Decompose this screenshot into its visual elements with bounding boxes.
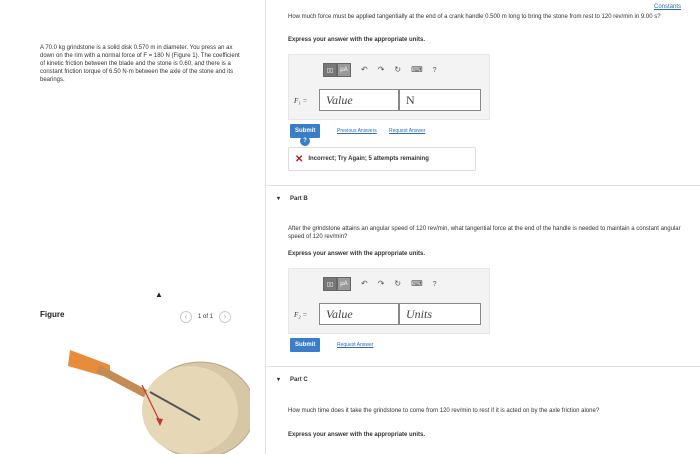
keyboard-icon[interactable]: ⌨ (411, 65, 423, 74)
part-b-toolbar (323, 277, 437, 291)
part-a-unit-input[interactable]: N (399, 89, 481, 111)
part-b-header[interactable] (277, 195, 308, 202)
chevron-left-icon[interactable]: ‹ (180, 311, 192, 323)
part-b-answer-box (288, 268, 490, 334)
problem-text: A 70.0 kg grindstone is a solid disk 0.570 m in diameter. You press an ax down on the rim with a normal force of F = 180 N (Figure 1). The coefficient of kinetic friction between the blade and the stone is 0.60, and there is a constant friction torque of 6.50 N·m between the axle of the stone and its bearings. (40, 45, 240, 83)
part-a-variable-label: F₁ = (294, 97, 308, 105)
constants-link[interactable]: Constants (654, 4, 682, 10)
figure-label: Figure (40, 310, 65, 319)
grindstone-face (142, 366, 238, 454)
help-icon[interactable]: ? (432, 280, 437, 288)
caret-down-icon: ▾ (277, 196, 281, 202)
part-b-request-answer-link[interactable]: Request Answer (337, 342, 374, 348)
part-c-title: Part C (290, 376, 308, 383)
chevron-right-icon[interactable]: › (219, 311, 231, 323)
part-b-title: Part B (290, 195, 308, 202)
reset-icon[interactable]: ↻ (394, 279, 402, 288)
redo-icon[interactable]: ↷ (377, 65, 385, 74)
grindstone-figure (50, 330, 250, 454)
help-badge-icon[interactable]: ? (300, 136, 310, 146)
incorrect-x-icon: ✕ (295, 153, 304, 165)
part-a-value-input[interactable]: Value (319, 89, 399, 111)
part-a-toolbar (323, 63, 437, 77)
divider (266, 366, 700, 367)
keyboard-icon[interactable]: ⌨ (411, 279, 423, 288)
part-c-header[interactable] (277, 376, 308, 383)
part-b-value-input[interactable]: Value (319, 303, 399, 325)
part-a-answer-box (288, 54, 490, 120)
templates-icon[interactable]: ▯▯ (323, 277, 337, 291)
template-group (323, 63, 351, 77)
reset-icon[interactable]: ↻ (394, 65, 402, 74)
part-b-question: After the grindstone attains an angular speed of 120 rev/min, what tangential force at the end of the handle is needed to maintain a constant angular speed of 120 rev/min? (288, 226, 681, 240)
undo-icon[interactable]: ↶ (361, 65, 368, 74)
template-group (323, 277, 351, 291)
figure-pager (180, 311, 231, 323)
problem-statement (40, 44, 240, 84)
ax-handle (96, 365, 153, 400)
divider (266, 185, 700, 186)
part-a-question: How much force must be applied tangentially at the end of a crank handle 0.500 m long to bring the stone from rest to 120 rev/min in 9.00 s? (288, 14, 661, 20)
part-c-instruction: Express your answer with the appropriate units. (288, 432, 426, 438)
mouse-cursor-icon: ▲ (155, 290, 163, 299)
part-a-submit-button[interactable]: Submit (290, 124, 320, 138)
part-b-instruction: Express your answer with the appropriate units. (288, 251, 426, 257)
part-b-submit-button[interactable]: Submit (290, 338, 320, 352)
caret-down-icon: ▾ (277, 377, 281, 383)
figure-page-count: 1 of 1 (198, 314, 214, 320)
undo-icon[interactable]: ↶ (361, 279, 368, 288)
feedback-text: Incorrect; Try Again; 5 attempts remaining (308, 156, 429, 162)
part-b-unit-input[interactable]: Units (399, 303, 481, 325)
help-icon[interactable]: ? (432, 66, 437, 74)
greek-symbols-icon[interactable]: μA (337, 277, 351, 291)
part-c-question: How much time does it take the grindstone to come from 120 rev/min to rest if it is acted on by the axle friction alone? (288, 408, 600, 414)
column-divider (265, 0, 266, 454)
greek-symbols-icon[interactable]: μA (337, 63, 351, 77)
feedback-banner (288, 147, 476, 171)
redo-icon[interactable]: ↷ (377, 279, 385, 288)
part-a-request-answer-link[interactable]: Request Answer (389, 128, 426, 134)
part-b-variable-label: F₂ = (294, 311, 308, 319)
part-a-instruction: Express your answer with the appropriate units. (288, 37, 426, 43)
previous-answers-link[interactable]: Previous Answers (337, 128, 377, 134)
templates-icon[interactable]: ▯▯ (323, 63, 337, 77)
